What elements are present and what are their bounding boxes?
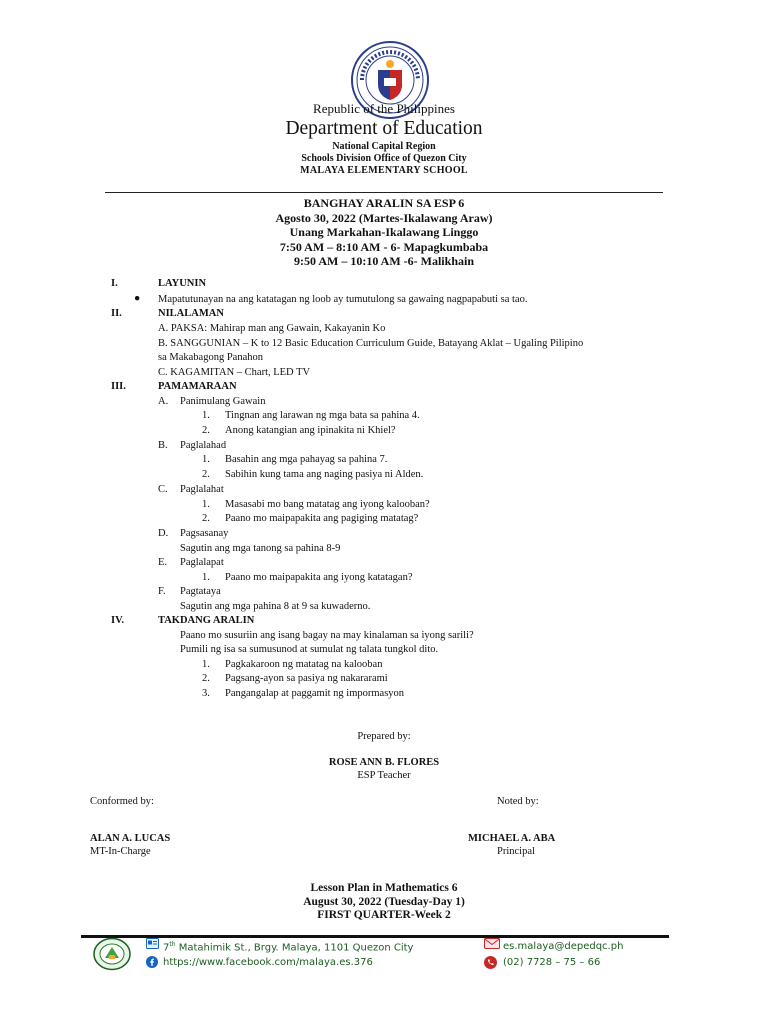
division-line: Schools Division Office of Quezon City	[301, 153, 467, 164]
step-c-2-number: 2.	[202, 513, 210, 524]
noted-label: Noted by:	[497, 796, 539, 807]
footer-divider	[81, 935, 669, 938]
noted-role: Principal	[497, 846, 535, 857]
homework-3-text: Pangangalap at paggamit ng impormasyon	[225, 688, 405, 699]
step-f-letter: F.	[158, 586, 166, 597]
conformed-label: Conformed by:	[90, 796, 154, 807]
sanggunian-line-1: B. SANGGUNIAN – K to 12 Basic Education Curriculum Guide, Batayang Aklat – Ugaling Pilipino	[158, 338, 584, 349]
step-b-2-number: 2.	[202, 469, 210, 480]
step-c-2-text: Paano mo maipapakita ang pagiging matatag?	[225, 513, 419, 524]
email-icon	[484, 938, 500, 949]
step-c-1-text: Masasabi mo bang matatag ang iyong kalooban?	[225, 499, 430, 510]
step-e-1-number: 1.	[202, 572, 210, 583]
plan2-title: Lesson Plan in Mathematics 6	[310, 882, 458, 894]
section-1-number: I.	[111, 278, 118, 289]
plan2-title-block	[0, 882, 768, 923]
conformed-name: ALAN A. LUCAS	[90, 833, 171, 844]
address-text: Matahimik St., Brgy. Malaya, 1101 Quezon City	[175, 942, 414, 954]
prepared-label: Prepared by:	[357, 731, 411, 742]
step-b-2-text: Sabihin kung tama ang naging pasiya ni Alden.	[225, 469, 424, 480]
homework-2-number: 2.	[202, 673, 210, 684]
section-3-number: III.	[111, 381, 126, 392]
plan1-title-block	[0, 196, 768, 269]
republic-line: Republic of the Philippines	[313, 101, 455, 116]
paksa-line: A. PAKSA: Mahirap man ang Gawain, Kakayanin Ko	[158, 323, 386, 334]
step-a-letter: A.	[158, 396, 169, 407]
step-e-letter: E.	[158, 557, 168, 568]
homework-2-text: Pagsang-ayon sa pasiya ng nakararami	[225, 673, 388, 684]
school-logo	[92, 937, 132, 971]
address-card-icon	[146, 938, 159, 949]
step-b-1-number: 1.	[202, 454, 210, 465]
step-a-1-text: Tingnan ang larawan ng mga bata sa pahina 4.	[225, 410, 420, 421]
section-1-title: LAYUNIN	[158, 278, 207, 289]
footer-email[interactable]: es.malaya@depedqc.ph	[503, 941, 624, 952]
section-4-number: IV.	[111, 615, 124, 626]
step-f-title: Pagtataya	[180, 586, 221, 597]
step-a-2-number: 2.	[202, 425, 210, 436]
footer-phone: (02) 7728 – 75 – 66	[503, 957, 601, 968]
section-3-title: PAMAMARAAN	[158, 381, 237, 392]
homework-1-text: Pagkakaroon ng matatag na kalooban	[225, 659, 383, 670]
plan1-quarter: Unang Markahan-Ikalawang Linggo	[289, 225, 479, 239]
step-c-title: Paglalahat	[180, 484, 224, 495]
plan2-quarter: FIRST QUARTER-Week 2	[317, 909, 451, 921]
bullet-icon: ●	[134, 293, 141, 304]
plan1-time2: 9:50 AM – 10:10 AM -6- Malikhain	[294, 254, 474, 268]
address-suffix: th	[169, 941, 176, 948]
homework-3-number: 3.	[202, 688, 210, 699]
prepared-name: ROSE ANN B. FLORES	[328, 757, 440, 768]
step-b-1-text: Basahin ang mga pahayag sa pahina 7.	[225, 454, 388, 465]
homework-1-number: 1.	[202, 659, 210, 670]
kagamitan-line: C. KAGAMITAN – Chart, LED TV	[158, 367, 311, 378]
section-2-title: NILALAMAN	[158, 308, 224, 319]
step-e-1-text: Paano mo maipapakita ang iyong katatagan?	[225, 572, 413, 583]
step-d-text: Sagutin ang mga tanong sa pahina 8-9	[180, 543, 341, 554]
plan2-date: August 30, 2022 (Tuesday-Day 1)	[303, 895, 465, 908]
homework-prompt-1: Paano mo susuriin ang isang bagay na may kinalaman sa iyong sarili?	[180, 630, 474, 641]
step-f-text: Sagutin ang mga pahina 8 at 9 sa kuwaderno.	[180, 601, 371, 612]
step-a-1-number: 1.	[202, 410, 210, 421]
homework-prompt-2: Pumili ng isa sa sumusunod at sumulat ng talata tungkol dito.	[180, 644, 439, 655]
objective-text: Mapatutunayan na ang katatagan ng loob ay tumutulong sa gawaing nagpapabuti sa tao.	[158, 294, 528, 305]
step-a-2-text: Anong katangian ang ipinakita ni Khiel?	[225, 425, 396, 436]
facebook-icon	[146, 956, 158, 968]
step-d-letter: D.	[158, 528, 169, 539]
step-b-title: Paglalahad	[180, 440, 227, 451]
region-line: National Capital Region	[332, 141, 436, 152]
plan1-date: Agosto 30, 2022 (Martes-Ikalawang Araw)	[275, 210, 493, 225]
step-c-1-number: 1.	[202, 499, 210, 510]
phone-icon	[484, 956, 497, 969]
sanggunian-line-2: sa Makabagong Panahon	[158, 352, 263, 363]
step-a-title: Panimulang Gawain	[180, 396, 266, 407]
step-b-letter: B.	[158, 440, 168, 451]
department-title: Department of Education	[285, 118, 483, 139]
prepared-role: ESP Teacher	[357, 770, 411, 781]
step-e-title: Paglalapat	[180, 557, 224, 568]
step-c-letter: C.	[158, 484, 168, 495]
step-d-title: Pagsasanay	[180, 528, 229, 539]
section-2-number: II.	[111, 308, 122, 319]
conformed-role: MT-In-Charge	[90, 846, 151, 857]
plan1-time1: 7:50 AM – 8:10 AM - 6- Mapagkumbaba	[279, 239, 489, 254]
footer-address	[163, 941, 413, 953]
plan1-title: BANGHAY ARALIN SA ESP 6	[303, 196, 465, 210]
school-name: MALAYA ELEMENTARY SCHOOL	[300, 165, 468, 176]
noted-name: MICHAEL A. ABA	[468, 833, 556, 844]
footer-facebook-link[interactable]: https://www.facebook.com/malaya.es.376	[163, 957, 373, 968]
header-divider	[105, 192, 663, 193]
section-4-title: TAKDANG ARALIN	[158, 615, 255, 626]
address-number: 7	[163, 942, 170, 954]
